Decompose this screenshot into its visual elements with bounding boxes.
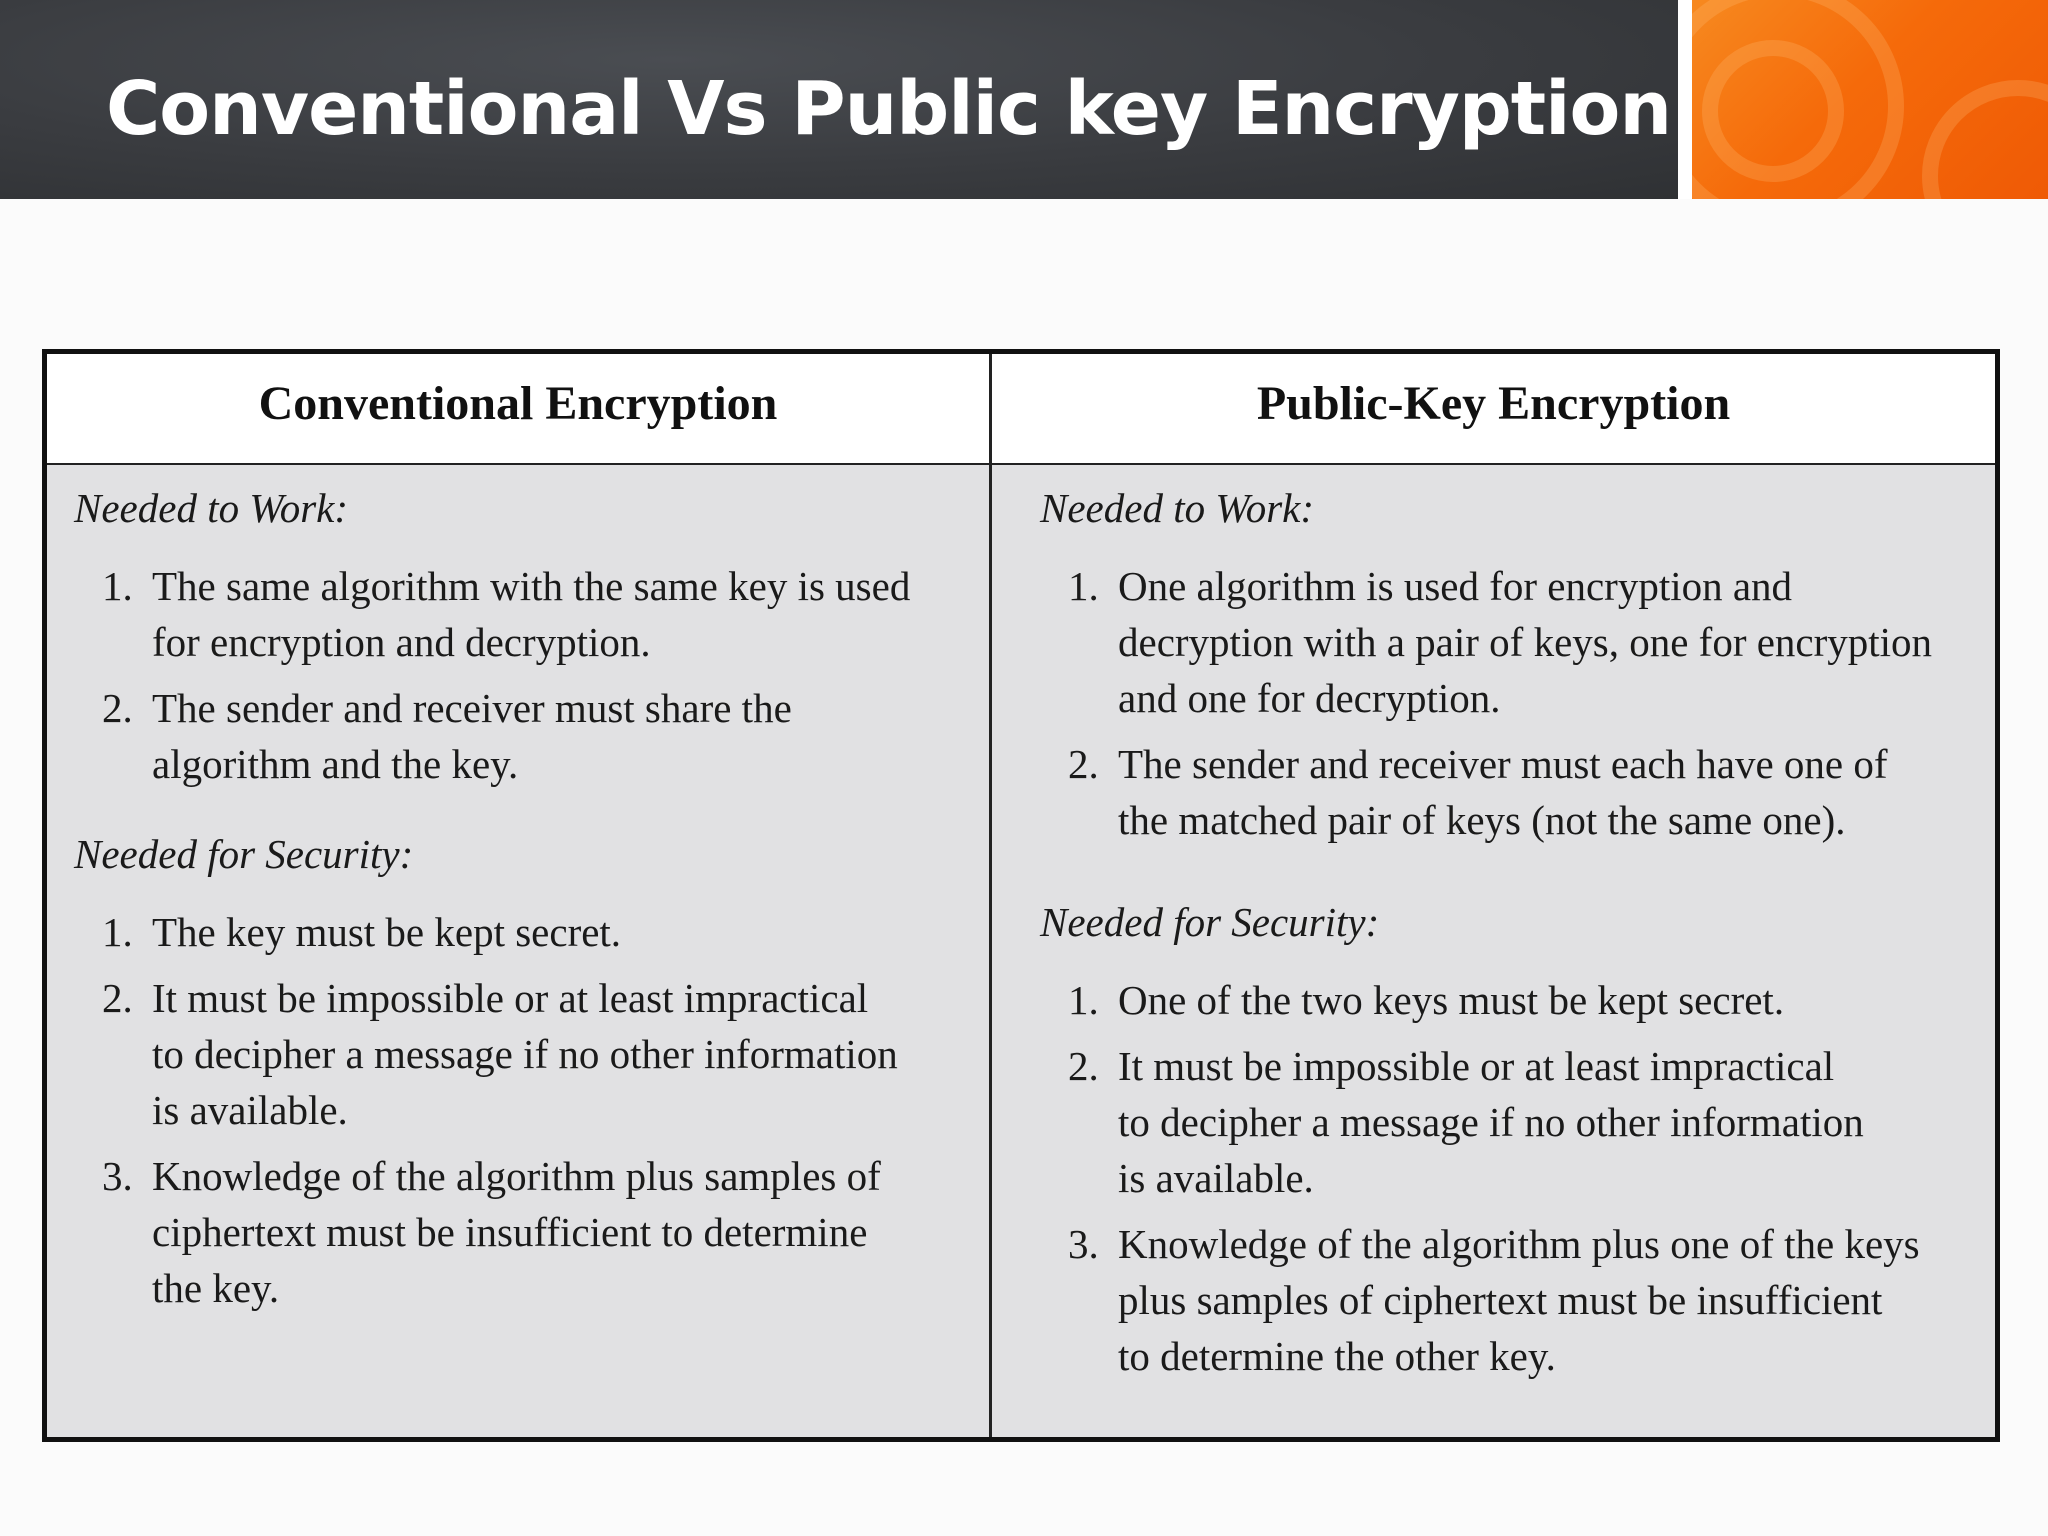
section-spacer: [74, 802, 974, 826]
list-item-line: The sender and receiver must share the: [152, 685, 792, 731]
list-item-text: [1118, 1216, 1985, 1384]
list-item-line: algorithm and the key.: [152, 741, 519, 787]
list-item: [74, 558, 974, 670]
decorative-ring: [1692, 0, 1904, 199]
list-item-number: 2.: [1068, 741, 1099, 787]
list-item-number: 1.: [102, 563, 133, 609]
list-item-line: is available.: [1118, 1155, 1314, 1201]
list-item-text: [152, 1148, 974, 1316]
list-item-line: ciphertext must be insufficient to determine: [152, 1209, 868, 1255]
list-item-number: 3.: [1068, 1221, 1099, 1267]
list-item-text: [152, 680, 974, 792]
section-label-needed-for-security: Needed for Security:: [74, 831, 414, 877]
list-item: [1040, 558, 1985, 726]
list-item-line: Knowledge of the algorithm plus samples of: [152, 1153, 881, 1199]
list-item-line: the key.: [152, 1265, 280, 1311]
list-item: [74, 680, 974, 792]
list-item-text: [1118, 1038, 1985, 1206]
list-item-line: to determine the other key.: [1118, 1333, 1556, 1379]
list-item-line: One algorithm is used for encryption and: [1118, 563, 1793, 609]
list-item-line: Knowledge of the algorithm plus one of the keys: [1118, 1221, 1920, 1267]
section-label-needed-for-security: Needed for Security:: [1040, 899, 1380, 945]
list-item-line: It must be impossible or at least impractical: [1118, 1043, 1835, 1089]
column-heading-public-key: Public-Key Encryption: [1256, 377, 1731, 430]
section-label-needed-to-work: Needed to Work:: [1040, 485, 1315, 531]
list-item: [1040, 972, 1985, 1028]
list-item-number: 3.: [102, 1153, 133, 1199]
list-item: [74, 904, 974, 960]
list-item-line: One of the two keys must be kept secret.: [1118, 977, 1785, 1023]
list-item-line: The key must be kept secret.: [152, 909, 622, 955]
list-item-line: the matched pair of keys (not the same one).: [1118, 797, 1846, 843]
security-list: [1040, 972, 1985, 1384]
list-item-line: plus samples of ciphertext must be insufficient: [1118, 1277, 1883, 1323]
list-item-line: and one for decryption.: [1118, 675, 1501, 721]
table-header-row: [47, 354, 1995, 465]
list-item: [1040, 1038, 1985, 1206]
list-item-number: 1.: [1068, 977, 1099, 1023]
list-item-line: The same algorithm with the same key is used: [152, 563, 911, 609]
accent-separator: [1678, 0, 1692, 199]
orange-accent-block: [1692, 0, 2048, 199]
title-bar: [0, 0, 1678, 199]
public-key-column: [1040, 480, 1985, 1394]
list-item-line: to decipher a message if no other information: [152, 1031, 898, 1077]
work-list: [1040, 558, 1985, 848]
list-item: [1040, 736, 1985, 848]
comparison-table: [42, 349, 2000, 1442]
list-item-number: 2.: [1068, 1043, 1099, 1089]
list-item: [74, 970, 974, 1138]
list-item-line: It must be impossible or at least impractical: [152, 975, 869, 1021]
list-item-line: decryption with a pair of keys, one for encryption: [1118, 619, 1933, 665]
list-item-number: 2.: [102, 685, 133, 731]
list-item: [74, 1148, 974, 1316]
column-heading-conventional: Conventional Encryption: [258, 377, 778, 430]
list-item-text: [152, 970, 974, 1138]
decorative-ring: [1922, 80, 2048, 199]
work-list: [74, 558, 974, 792]
slide-title: Conventional Vs Public key Encryption: [106, 66, 1672, 152]
list-item-text: [1118, 972, 1985, 1028]
security-list: [74, 904, 974, 1316]
list-item-text: [152, 558, 974, 670]
list-item-line: The sender and receiver must each have one of: [1118, 741, 1888, 787]
list-item-text: [1118, 558, 1985, 726]
conventional-column: [74, 480, 974, 1326]
list-item-text: [1118, 736, 1985, 848]
column-divider: [989, 354, 992, 1437]
section-label-needed-to-work: Needed to Work:: [74, 485, 349, 531]
list-item-line: for encryption and decryption.: [152, 619, 651, 665]
list-item-text: [152, 904, 974, 960]
list-item-number: 2.: [102, 975, 133, 1021]
list-item-line: is available.: [152, 1087, 348, 1133]
list-item-line: to decipher a message if no other information: [1118, 1099, 1864, 1145]
list-item-number: 1.: [1068, 563, 1099, 609]
list-item: [1040, 1216, 1985, 1384]
section-spacer: [1040, 858, 1985, 894]
list-item-number: 1.: [102, 909, 133, 955]
